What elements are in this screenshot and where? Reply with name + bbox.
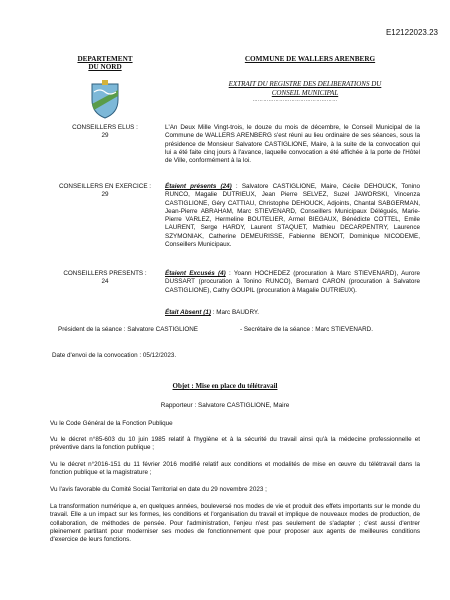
label-elus-title: CONSEILLERS ELUS :	[72, 124, 138, 131]
label-conseillers-exercice	[45, 183, 165, 199]
document-reference: E12122023.23	[385, 28, 438, 37]
presents-heading: Étaient présents (24)	[165, 183, 232, 190]
extract-heading	[190, 80, 420, 97]
paragraph-decret-1985: Vu le décret n°85-603 du 10 juin 1985 relatif à l'hygiène et à la sécurité du travail ainsi qu'à la médecine professionnelle et préventive dans la fonction publique ;	[50, 436, 420, 452]
excuses-paragraph	[165, 270, 420, 295]
presents-paragraph	[165, 183, 420, 249]
excuses-heading: Étaient Excusés (4)	[165, 270, 226, 277]
department-line-1: DEPARTEMENT	[77, 55, 133, 63]
paragraph-decret-2016: Vu le décret n°2016-151 du 11 février 2016 modifié relatif aux conditions et modalités de mise en œuvre du télétravail dans la fonction publique et la magistrature ;	[50, 461, 420, 477]
label-exercice-count: 29	[101, 191, 109, 198]
label-presents-title: CONSEILLERS PRESENTS :	[63, 270, 147, 277]
objet-prefix: Objet	[172, 382, 190, 390]
absent-list: : Marc BAUDRY.	[210, 309, 260, 316]
excuses-list: : Yoann HOCHEDEZ (procuration à Marc STIEVENARD), Aurore DUSSART (procuration à Tonino RUNCO), Bernard CARON (procuration à Salvatore CASTIGLIONE), Cathy GOUPIL (procuration à Magalie DUTRIEUX).	[165, 270, 420, 294]
label-presents-count: 24	[101, 278, 109, 285]
convocation-date: Date d'envoi de la convocation : 05/12/2023.	[52, 352, 177, 359]
extract-line-2: CONSEIL MUNICIPAL	[271, 88, 339, 97]
commune-heading: COMMUNE DE WALLERS ARENBERG	[244, 55, 376, 63]
objet-title	[100, 382, 350, 390]
objet-subject: : Mise en place du télétravail	[189, 382, 278, 390]
paragraph-transformation: La transformation numérique a, en quelques années, bouleversé nos modes de vie et produit des effets importants sur le monde du travail. Elle a un impact sur les formes, les conditions et l'organisation du travail et implique de nouveaux modes de production, de collaboration, de méthodes de pensée. Pour l'administration, l'enjeu n'est pas seulement de s'adapter ; c'est aussi d'entrer pleinement partitant pour moderniser ses modes de fonctionnement que pour proposer aux agents de meilleures conditions d'exercice de leurs fonctions.	[50, 503, 420, 544]
label-conseillers-elus	[45, 124, 165, 140]
session-president: Président de la séance : Salvatore CASTIGLIONE	[58, 326, 198, 333]
elus-paragraph: L'An Deux Mille Vingt-trois, le douze du mois de décembre, le Conseil Municipal de la Commune de WALLERS ARENBERG s'est réuni au lieu ordinaire de ses séances, sous la présidence de Monsieur Salvatore CASTIGLIONE, Maire, à la suite de la convocation qui lui a été faite cinq jours à l'avance, laquelle convocation a été affichée à la porte de l'Hôtel de Ville, conformément à la loi.	[165, 124, 420, 165]
separator-dots: …………………………………………	[252, 97, 338, 103]
paragraph-code: Vu le Code Général de la Fonction Publique	[50, 420, 173, 427]
department-line-2: DU NORD	[88, 63, 122, 71]
paragraph-avis-cst: Vu l'avis favorable du Comité Social Territorial en date du 29 novembre 2023 ;	[50, 486, 267, 493]
absent-paragraph	[165, 309, 420, 317]
label-conseillers-presents	[45, 270, 165, 286]
label-exercice-title: CONSEILLERS EN EXERCICE :	[58, 183, 152, 190]
extract-line-1: EXTRAIT DU REGISTRE DES DELIBERATIONS DU	[228, 80, 382, 88]
presents-list: : Salvatore CASTIGLIONE, Maire, Cécile DEHOUCK, Tonino RUNCO, Magalie DUTRIEUX, Jean Pierre SELVEZ, Suzel JAWORSKI, Vincenza CASTIGLIONE, Géry CATTIAU, Christophe DEHOUCK, Adjoints, Chantal SABGERMAN, Jean-Pierre ABRAHAM, Marc STIEVENARD, Conseillers Municipaux Délégués, Marie-Pierre VARLEZ, Hermeline BOUTELIER, Armel BIEGAUX, Bénédicte COTTEL, Emile LAURENT, Serge HARDY, Laurent STAQUET, Mathieu DECARPENTRY, Laurence SZYMONIAK, Catherine DEMEURISSE, Fabienne BENOIT, Dominique NICODEME, Conseillers Municipaux.	[165, 183, 420, 249]
session-secretary: - Secrétaire de la séance : Marc STIEVENARD.	[240, 326, 373, 333]
label-elus-count: 29	[101, 132, 109, 139]
department-heading	[60, 55, 150, 71]
coat-of-arms-icon	[88, 80, 122, 120]
absent-heading: Était Absent (1)	[165, 309, 211, 316]
rapporteur-line: Rapporteur : Salvatore CASTIGLIONE, Maire	[160, 402, 290, 409]
